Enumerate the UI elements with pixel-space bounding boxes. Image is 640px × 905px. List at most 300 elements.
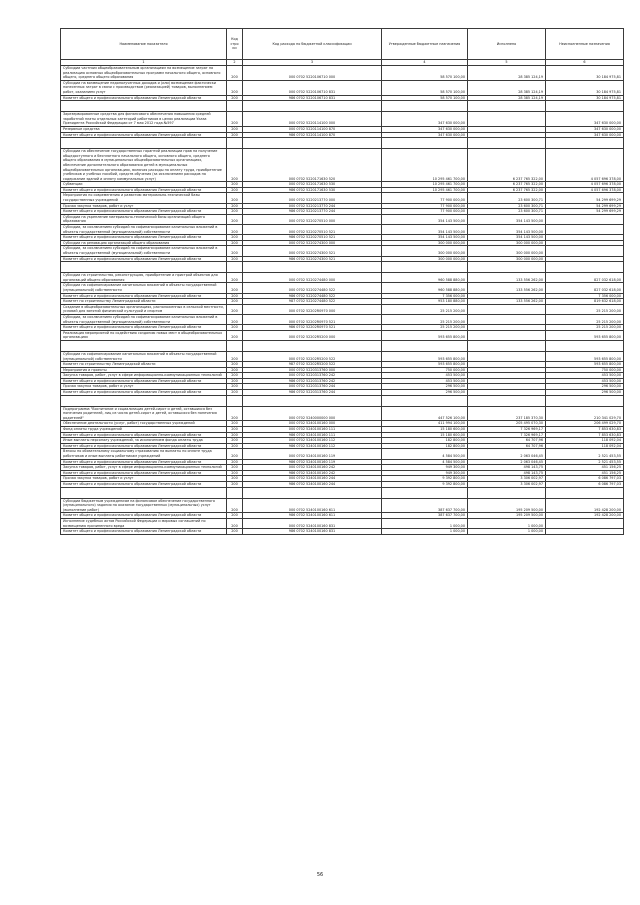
row-name-cell: Фонд оплаты труда учреждений — [61, 427, 227, 433]
spacer-cell — [61, 395, 227, 406]
row-code-cell: 200 — [227, 299, 243, 305]
row-executed-cell: 3 306 002,97 — [468, 481, 546, 487]
spacer-cell — [382, 101, 468, 112]
row-approved-cell: 300 000 000,00 — [382, 240, 468, 246]
row-name-cell: Резервные средства — [61, 126, 227, 132]
row-code-cell: 200 — [227, 80, 243, 95]
row-name-cell: Субсидии частным общеобразовательным организациям на возмещение затрат на реализацию основных общеобразовательных программ начального общего, основного общего, среднего общего образования — [61, 66, 227, 81]
row-unexecuted-cell: 30 184 975,81 — [546, 95, 624, 101]
row-approved-cell: 960 588 880,00 — [382, 283, 468, 293]
row-kbk-cell: 000 0702 5240100160 111 — [243, 427, 382, 433]
row-code-cell: 200 — [227, 432, 243, 438]
row-code-cell: 200 — [227, 149, 243, 182]
table-header-row — [61, 29, 624, 60]
row-name-cell: Прочая закупка товаров, работ и услуг — [61, 384, 227, 390]
row-approved-cell: 1 000,00 — [382, 518, 468, 528]
row-name-cell: Комитет общего и профессионального образования Ленинградской области — [61, 443, 227, 449]
row-approved-cell: 411 994 100,00 — [382, 421, 468, 427]
row-unexecuted-cell: 7 853 630,83 — [546, 427, 624, 433]
row-executed-cell: 7 326 969,17 — [468, 432, 546, 438]
row-unexecuted-cell: 192 428 200,00 — [546, 513, 624, 519]
spacer-cell — [227, 340, 243, 351]
row-kbk-cell: 986 0702 5220274480 522 — [243, 293, 382, 299]
row-code-cell: 200 — [227, 225, 243, 235]
row-executed-cell: 354 143 500,00 — [468, 214, 546, 224]
row-kbk-cell: 986 0702 5240100160 244 — [243, 481, 382, 487]
row-code-cell: 200 — [227, 214, 243, 224]
row-kbk-cell: 000 0702 52202R5200 000 — [243, 330, 382, 340]
row-approved-cell: 347 630 000,00 — [382, 112, 468, 127]
row-name-cell: Субсидии на софинансирование капитальных вложений в объекты государственной (муниципальной) собственности — [61, 283, 227, 293]
spacer-cell — [382, 138, 468, 149]
row-kbk-cell: 986 0702 52202R0970 521 — [243, 325, 382, 331]
row-kbk-cell: 986 0702 5220106710 831 — [243, 95, 382, 101]
row-name-cell: Субвенции — [61, 182, 227, 188]
row-kbk-cell: 000 0702 5220213770 000 — [243, 193, 382, 203]
page-number: 56 — [316, 872, 324, 878]
spacer-cell — [468, 340, 546, 351]
row-code-cell: 200 — [227, 449, 243, 459]
row-executed-cell: 133 556 262,00 — [468, 283, 546, 293]
row-name-cell: Комитет общего и профессионального образования Ленинградской области — [61, 187, 227, 193]
row-kbk-cell: 000 0702 5220274300 000 — [243, 240, 382, 246]
table-row — [61, 193, 624, 203]
table-row — [61, 498, 624, 513]
row-approved-cell: 25 215 200,00 — [382, 314, 468, 324]
row-kbk-cell: 986 0702 5220274300 521 — [243, 256, 382, 262]
row-approved-cell: 387 637 700,00 — [382, 513, 468, 519]
row-name-cell: Комитет общего и профессионального образования Ленинградской области — [61, 209, 227, 215]
spacer-cell — [227, 395, 243, 406]
row-executed-cell: 354 143 500,00 — [468, 225, 546, 235]
header-kbk: Код расхода по бюджетной классификации — [243, 29, 382, 60]
row-name-cell: Зарезервированные средства для финансового обеспечения повышения средней заработной платы отдельных категорий работников в целях реализации Указа Президента Российской Федерации от 7 мая 2012 года №597 — [61, 112, 227, 127]
row-executed-cell: 6 237 765 322,00 — [468, 182, 546, 188]
table-body — [61, 66, 624, 535]
row-unexecuted-cell: 4 057 696 378,00 — [546, 187, 624, 193]
row-executed-cell: 237 185 370,30 — [468, 406, 546, 421]
spacer-cell — [546, 340, 624, 351]
row-unexecuted-cell: 25 215 200,00 — [546, 314, 624, 324]
row-code-cell: 200 — [227, 351, 243, 361]
row-unexecuted-cell — [546, 529, 624, 535]
column-number: 1 — [61, 60, 227, 66]
row-unexecuted-cell: 296 500,00 — [546, 384, 624, 390]
row-code-cell: 200 — [227, 427, 243, 433]
row-code-cell: 200 — [227, 193, 243, 203]
row-executed-cell: 300 000 000,00 — [468, 240, 546, 246]
row-name-cell: Создание в общеобразовательных организациях, расположенных в сельской местности, условий для занятий физической культурой и спортом — [61, 304, 227, 314]
row-code-cell: 200 — [227, 378, 243, 384]
row-name-cell: Комитет общего и профессионального образования Ленинградской области — [61, 256, 227, 262]
row-approved-cell: 77 900 000,00 — [382, 203, 468, 209]
row-approved-cell: 347 630 000,00 — [382, 126, 468, 132]
row-unexecuted-cell: 451 156,25 — [546, 465, 624, 471]
row-code-cell: 200 — [227, 209, 243, 215]
row-approved-cell: 750 000,00 — [382, 367, 468, 373]
row-executed-cell: 28 385 124,19 — [468, 95, 546, 101]
row-code-cell: 200 — [227, 293, 243, 299]
table-row — [61, 518, 624, 528]
table-spacer-row — [61, 138, 624, 149]
table-row — [61, 330, 624, 340]
row-unexecuted-cell: 30 184 975,81 — [546, 66, 624, 81]
row-kbk-cell: 000 0702 5220274480 522 — [243, 283, 382, 293]
row-approved-cell: 9 392 800,00 — [382, 481, 468, 487]
row-unexecuted-cell: 54 299 699,29 — [546, 193, 624, 203]
row-approved-cell: 949 300,00 — [382, 465, 468, 471]
spacer-cell — [61, 101, 227, 112]
header-approved: Утвержденные бюджетные назначения — [382, 29, 468, 60]
row-code-cell: 200 — [227, 470, 243, 476]
table-row — [61, 283, 624, 293]
spacer-cell — [546, 487, 624, 498]
row-kbk-cell: 000 0702 5240100160 611 — [243, 498, 382, 513]
row-name-cell: Комитет общего и профессионального образования Ленинградской области — [61, 293, 227, 299]
row-approved-cell: 949 300,00 — [382, 470, 468, 476]
row-executed-cell: 1 000,00 — [468, 518, 546, 528]
row-kbk-cell: 986 0702 5220270510 521 — [243, 235, 382, 241]
row-unexecuted-cell: 118 092,04 — [546, 443, 624, 449]
row-code-cell: 200 — [227, 283, 243, 293]
row-unexecuted-cell: 6 086 797,03 — [546, 476, 624, 482]
spacer-cell — [243, 101, 382, 112]
row-code-cell: 200 — [227, 304, 243, 314]
table-spacer-row — [61, 101, 624, 112]
row-code-cell: 200 — [227, 481, 243, 487]
budget-execution-table — [60, 28, 624, 535]
row-approved-cell: 354 143 500,00 — [382, 225, 468, 235]
row-name-cell: Закупка товаров, работ, услуг в сфере информационно-коммуникационных технологий — [61, 465, 227, 471]
row-code-cell: 200 — [227, 373, 243, 379]
spacer-cell — [227, 138, 243, 149]
row-code-cell: 200 — [227, 443, 243, 449]
spacer-cell — [546, 262, 624, 273]
row-kbk-cell: 000 0702 52202R0970 000 — [243, 304, 382, 314]
table-spacer-row — [61, 395, 624, 406]
row-name-cell: Субсидии на возмещение недополученных доходов и (или) возмещение фактически понесенных затрат в связи с производством (реализацией) товаров, выполнением работ, оказанием услуг — [61, 80, 227, 95]
spacer-cell — [546, 395, 624, 406]
row-name-cell: Комитет общего и профессионального образования Ленинградской области — [61, 390, 227, 396]
row-unexecuted-cell: 7 356 000,00 — [546, 293, 624, 299]
spacer-cell — [382, 262, 468, 273]
row-executed-cell: 1 000,00 — [468, 529, 546, 535]
row-name-cell: Обеспечение деятельности (услуг, работ) государственных учреждений — [61, 421, 227, 427]
row-name-cell: Субсидии, за исключением субсидий на софинансирование капитальных вложений в объекты государственной (муниципальной) собственности — [61, 314, 227, 324]
row-code-cell: 200 — [227, 66, 243, 81]
row-unexecuted-cell: 347 630 000,00 — [546, 112, 624, 127]
row-code-cell: 200 — [227, 132, 243, 138]
row-name-cell: Субсидии на реновацию организаций общего образования — [61, 240, 227, 246]
spacer-cell — [61, 340, 227, 351]
row-kbk-cell: 986 0702 5240100160 112 — [243, 443, 382, 449]
row-unexecuted-cell: 827 032 618,00 — [546, 283, 624, 293]
row-executed-cell — [468, 304, 546, 314]
row-kbk-cell: 000 0702 5240100160 242 — [243, 465, 382, 471]
row-code-cell: 200 — [227, 273, 243, 283]
row-approved-cell: 4 584 500,00 — [382, 459, 468, 465]
row-approved-cell: 593 655 800,00 — [382, 362, 468, 368]
row-name-cell: Комитет по строительству Ленинградской области — [61, 362, 227, 368]
row-name-cell: Комитет общего и профессионального образования Ленинградской области — [61, 529, 227, 535]
header-code: Код стро ки — [227, 29, 243, 60]
row-kbk-cell: 986 0702 5220171630 530 — [243, 187, 382, 193]
row-kbk-cell: 000 0702 5220274300 521 — [243, 246, 382, 256]
row-code-cell: 200 — [227, 256, 243, 262]
row-approved-cell: 15 180 600,00 — [382, 427, 468, 433]
row-executed-cell — [468, 330, 546, 340]
table-row — [61, 351, 624, 361]
table-row — [61, 529, 624, 535]
row-name-cell: Мероприятия по современению и развитию материально-технической базы государственных учреждений — [61, 193, 227, 203]
row-approved-cell: 354 143 500,00 — [382, 214, 468, 224]
row-approved-cell: 953 180 880,00 — [382, 299, 468, 305]
row-unexecuted-cell: 347 630 000,00 — [546, 126, 624, 132]
row-kbk-cell: 000 0702 5220313760 242 — [243, 373, 382, 379]
row-code-cell: 200 — [227, 421, 243, 427]
row-unexecuted-cell: 206 499 029,70 — [546, 421, 624, 427]
row-kbk-cell: 000 0702 5220313760 244 — [243, 384, 382, 390]
row-code-cell: 200 — [227, 325, 243, 331]
row-executed-cell: 64 707,96 — [468, 438, 546, 444]
row-code-cell: 200 — [227, 246, 243, 256]
row-executed-cell: 300 000 000,00 — [468, 246, 546, 256]
row-unexecuted-cell: 750 000,00 — [546, 367, 624, 373]
header-name: Наименование показателя — [61, 29, 227, 60]
row-unexecuted-cell: 7 853 630,83 — [546, 432, 624, 438]
table-spacer-row — [61, 340, 624, 351]
row-unexecuted-cell — [546, 225, 624, 235]
row-approved-cell: 453 500,00 — [382, 378, 468, 384]
row-name-cell: Субсидии на строительство, реконструкцию, приобретение и пристрой объектов для организаций общего образования — [61, 273, 227, 283]
row-name-cell: Субсидии на укрепление материально-технической базы организаций общего образования — [61, 214, 227, 224]
row-kbk-cell: 000 0702 5240100160 831 — [243, 518, 382, 528]
row-unexecuted-cell: 827 032 618,00 — [546, 273, 624, 283]
row-name-cell: Комитет общего и профессионального образования Ленинградской области — [61, 325, 227, 331]
row-unexecuted-cell: 192 428 200,00 — [546, 498, 624, 513]
column-number: 3 — [243, 60, 382, 66]
row-code-cell: 200 — [227, 529, 243, 535]
row-name-cell: Закупка товаров, работ, услуг в сфере информационно-коммуникационных технологий — [61, 373, 227, 379]
row-name-cell: Взносы по обязательному социальному страхованию на выплаты по оплате труда работников и иные выплаты работникам учреждений — [61, 449, 227, 459]
row-name-cell: Подпрограмма "Воспитание и социализация детей-сирот и детей, оставшихся без попечения родителей, лиц из числа детей-сирот и детей, оставшихся без попечения родителей" — [61, 406, 227, 421]
row-code-cell: 200 — [227, 367, 243, 373]
row-kbk-cell: 000 0702 5220114100 870 — [243, 126, 382, 132]
row-executed-cell: 195 209 500,00 — [468, 513, 546, 519]
row-kbk-cell: 000 0702 52202R0970 521 — [243, 314, 382, 324]
row-unexecuted-cell: 593 655 800,00 — [546, 362, 624, 368]
table-row — [61, 406, 624, 421]
row-name-cell: Субсидии, за исключением субсидий на софинансирование капитальных вложений в объекты государственной (муниципальной) собственности — [61, 246, 227, 256]
row-kbk-cell: 000 0702 5220274480 000 — [243, 273, 382, 283]
row-name-cell: Прочая закупка товаров, работ и услуг — [61, 476, 227, 482]
row-approved-cell: 25 215 200,00 — [382, 325, 468, 331]
header-unexecuted: Неисполненные назначения — [546, 29, 624, 60]
table-row — [61, 449, 624, 459]
row-executed-cell: 195 209 500,00 — [468, 498, 546, 513]
row-code-cell: 200 — [227, 95, 243, 101]
row-code-cell: 200 — [227, 187, 243, 193]
table-row — [61, 66, 624, 81]
spacer-cell — [546, 101, 624, 112]
row-kbk-cell: 986 0702 5220213770 244 — [243, 209, 382, 215]
row-name-cell: Субсидии, за исключением субсидий на софинансирование капитальных вложений в объекты государственной (муниципальной) собственности — [61, 225, 227, 235]
row-kbk-cell: 986 0702 5220313760 244 — [243, 390, 382, 396]
row-code-cell: 200 — [227, 498, 243, 513]
spacer-cell — [227, 487, 243, 498]
row-executed-cell: 28 385 124,19 — [468, 66, 546, 81]
spacer-cell — [243, 262, 382, 273]
spacer-cell — [243, 138, 382, 149]
row-executed-cell: 354 143 500,00 — [468, 235, 546, 241]
row-executed-cell: 23 600 300,71 — [468, 209, 546, 215]
row-unexecuted-cell: 2 521 453,55 — [546, 449, 624, 459]
row-name-cell: Комитет общего и профессионального образования Ленинградской области — [61, 378, 227, 384]
row-name-cell: Комитет общего и профессионального образования Ленинградской области — [61, 459, 227, 465]
row-kbk-cell: 987 0702 5220274480 522 — [243, 299, 382, 305]
row-executed-cell: 64 707,96 — [468, 443, 546, 449]
spacer-cell — [468, 262, 546, 273]
spacer-cell — [243, 487, 382, 498]
row-name-cell: Комитет общего и профессионального образования Ленинградской области — [61, 432, 227, 438]
row-code-cell: 200 — [227, 112, 243, 127]
row-unexecuted-cell — [546, 518, 624, 528]
row-code-cell: 200 — [227, 240, 243, 246]
row-unexecuted-cell: 453 500,00 — [546, 378, 624, 384]
spacer-cell — [243, 395, 382, 406]
row-executed-cell: 7 326 969,17 — [468, 427, 546, 433]
row-code-cell: 200 — [227, 235, 243, 241]
row-code-cell: 200 — [227, 476, 243, 482]
row-unexecuted-cell: 593 655 800,00 — [546, 330, 624, 340]
row-code-cell: 200 — [227, 459, 243, 465]
row-name-cell: Комитет общего и профессионального образования Ленинградской области — [61, 513, 227, 519]
row-name-cell: Комитет общего и профессионального образования Ленинградской области — [61, 235, 227, 241]
row-unexecuted-cell: 54 299 699,29 — [546, 203, 624, 209]
row-name-cell: Комитет общего и профессионального образования Ленинградской области — [61, 470, 227, 476]
table-row — [61, 214, 624, 224]
row-name-cell: Субсидии на обеспечение государственных гарантий реализации прав на получение общедоступного и бесплатного начального общего, основного общего, среднего общего образования в муниципальных общеобразовательных организациях, обеспечение дополнительного образования детей в муниципальных общеобразовательных организациях, включая расходы на оплату труда, приобретение учебников и учебных пособий, средств обучения (за исключением расходов на содержание зданий и оплату коммунальных услуг) — [61, 149, 227, 182]
spacer-cell — [546, 138, 624, 149]
row-code-cell: 200 — [227, 182, 243, 188]
row-code-cell: 200 — [227, 384, 243, 390]
row-executed-cell: 300 000 000,00 — [468, 256, 546, 262]
row-kbk-cell: 986 0702 5240100160 111 — [243, 432, 382, 438]
row-executed-cell: 2 063 046,45 — [468, 459, 546, 465]
row-unexecuted-cell: 451 156,25 — [546, 470, 624, 476]
row-approved-cell: 15 180 600,00 — [382, 432, 468, 438]
row-kbk-cell: 000 0702 5220270510 521 — [243, 225, 382, 235]
row-approved-cell: 10 295 461 700,00 — [382, 149, 468, 182]
row-name-cell: Иные выплаты персоналу учреждений, за исключением фонда оплаты труда — [61, 438, 227, 444]
column-number: 5 — [468, 60, 546, 66]
row-name-cell: Субсидии на софинансирование капитальных вложений в объекты государственной (муниципальной) собственности — [61, 351, 227, 361]
row-approved-cell: 182 800,00 — [382, 438, 468, 444]
table-row — [61, 246, 624, 256]
row-unexecuted-cell — [546, 246, 624, 256]
row-executed-cell: 6 237 765 322,00 — [468, 187, 546, 193]
row-unexecuted-cell: 25 215 200,00 — [546, 325, 624, 331]
row-code-cell: 200 — [227, 406, 243, 421]
row-kbk-cell: 986 0702 5220114100 870 — [243, 132, 382, 138]
row-kbk-cell: 000 0702 5240100160 000 — [243, 421, 382, 427]
spacer-cell — [468, 138, 546, 149]
row-kbk-cell: 000 0702 5240100160 244 — [243, 476, 382, 482]
row-executed-cell — [468, 314, 546, 324]
row-kbk-cell: 986 0702 5240100160 611 — [243, 513, 382, 519]
row-code-cell: 200 — [227, 518, 243, 528]
row-executed-cell: 133 556 262,00 — [468, 273, 546, 283]
row-kbk-cell: 000 0702 5220270510 000 — [243, 214, 382, 224]
row-kbk-cell: 000 0702 5220171630 520 — [243, 149, 382, 182]
row-kbk-cell: 000 0702 5240100160 119 — [243, 449, 382, 459]
column-number: 2 — [227, 60, 243, 66]
row-name-cell: Комитет общего и профессионального образования Ленинградской области — [61, 95, 227, 101]
row-kbk-cell: 000 0702 5220106710 831 — [243, 80, 382, 95]
row-executed-cell: 2 063 046,45 — [468, 449, 546, 459]
row-approved-cell: 593 655 800,00 — [382, 351, 468, 361]
spacer-cell — [468, 395, 546, 406]
row-approved-cell: 387 637 700,00 — [382, 498, 468, 513]
row-name-cell: Исполнение судебных актов Российской Федерации и мировых соглашений по возмещению причиненного вреда — [61, 518, 227, 528]
row-approved-cell: 58 570 100,00 — [382, 80, 468, 95]
spacer-cell — [382, 395, 468, 406]
row-executed-cell: 205 495 070,30 — [468, 421, 546, 427]
row-name-cell: Мероприятия и проекты — [61, 367, 227, 373]
row-name-cell: Реализация мероприятий по содействию созданию новых мест в общеобразовательных организациях — [61, 330, 227, 340]
row-approved-cell: 593 655 800,00 — [382, 330, 468, 340]
row-kbk-cell: 000 0702 5220313760 000 — [243, 367, 382, 373]
row-kbk-cell: 000 0702 5240100160 112 — [243, 438, 382, 444]
row-unexecuted-cell: 2 521 453,55 — [546, 459, 624, 465]
row-code-cell: 200 — [227, 203, 243, 209]
row-approved-cell: 10 295 461 700,00 — [382, 182, 468, 188]
row-approved-cell: 1 000,00 — [382, 529, 468, 535]
row-name-cell: Комитет общего и профессионального образования Ленинградской области — [61, 481, 227, 487]
row-executed-cell: 498 143,75 — [468, 470, 546, 476]
spacer-cell — [382, 340, 468, 351]
row-executed-cell: 498 143,75 — [468, 465, 546, 471]
row-executed-cell: 6 237 765 322,00 — [468, 149, 546, 182]
row-approved-cell: 58 570 100,00 — [382, 95, 468, 101]
row-unexecuted-cell: 25 215 200,00 — [546, 304, 624, 314]
row-unexecuted-cell: 118 092,04 — [546, 438, 624, 444]
row-executed-cell: 23 600 300,71 — [468, 203, 546, 209]
row-unexecuted-cell: 210 341 029,70 — [546, 406, 624, 421]
table-row — [61, 80, 624, 95]
spacer-cell — [468, 101, 546, 112]
row-unexecuted-cell: 30 184 975,81 — [546, 80, 624, 95]
row-unexecuted-cell: 453 500,00 — [546, 373, 624, 379]
row-unexecuted-cell: 347 630 000,00 — [546, 132, 624, 138]
table-row — [61, 112, 624, 127]
spacer-cell — [61, 262, 227, 273]
table-row — [61, 225, 624, 235]
table-row — [61, 314, 624, 324]
row-executed-cell — [468, 112, 546, 127]
table-row — [61, 273, 624, 283]
row-approved-cell: 960 588 880,00 — [382, 273, 468, 283]
row-executed-cell: 23 600 300,71 — [468, 193, 546, 203]
row-kbk-cell: 000 0702 5240000000 000 — [243, 406, 382, 421]
row-unexecuted-cell: 296 500,00 — [546, 390, 624, 396]
row-approved-cell: 182 800,00 — [382, 443, 468, 449]
row-approved-cell: 77 900 000,00 — [382, 209, 468, 215]
row-kbk-cell: 000 0702 52202R5200 522 — [243, 351, 382, 361]
row-kbk-cell: 000 0702 5220213770 244 — [243, 203, 382, 209]
row-approved-cell: 300 000 000,00 — [382, 246, 468, 256]
row-executed-cell: 3 306 002,97 — [468, 476, 546, 482]
